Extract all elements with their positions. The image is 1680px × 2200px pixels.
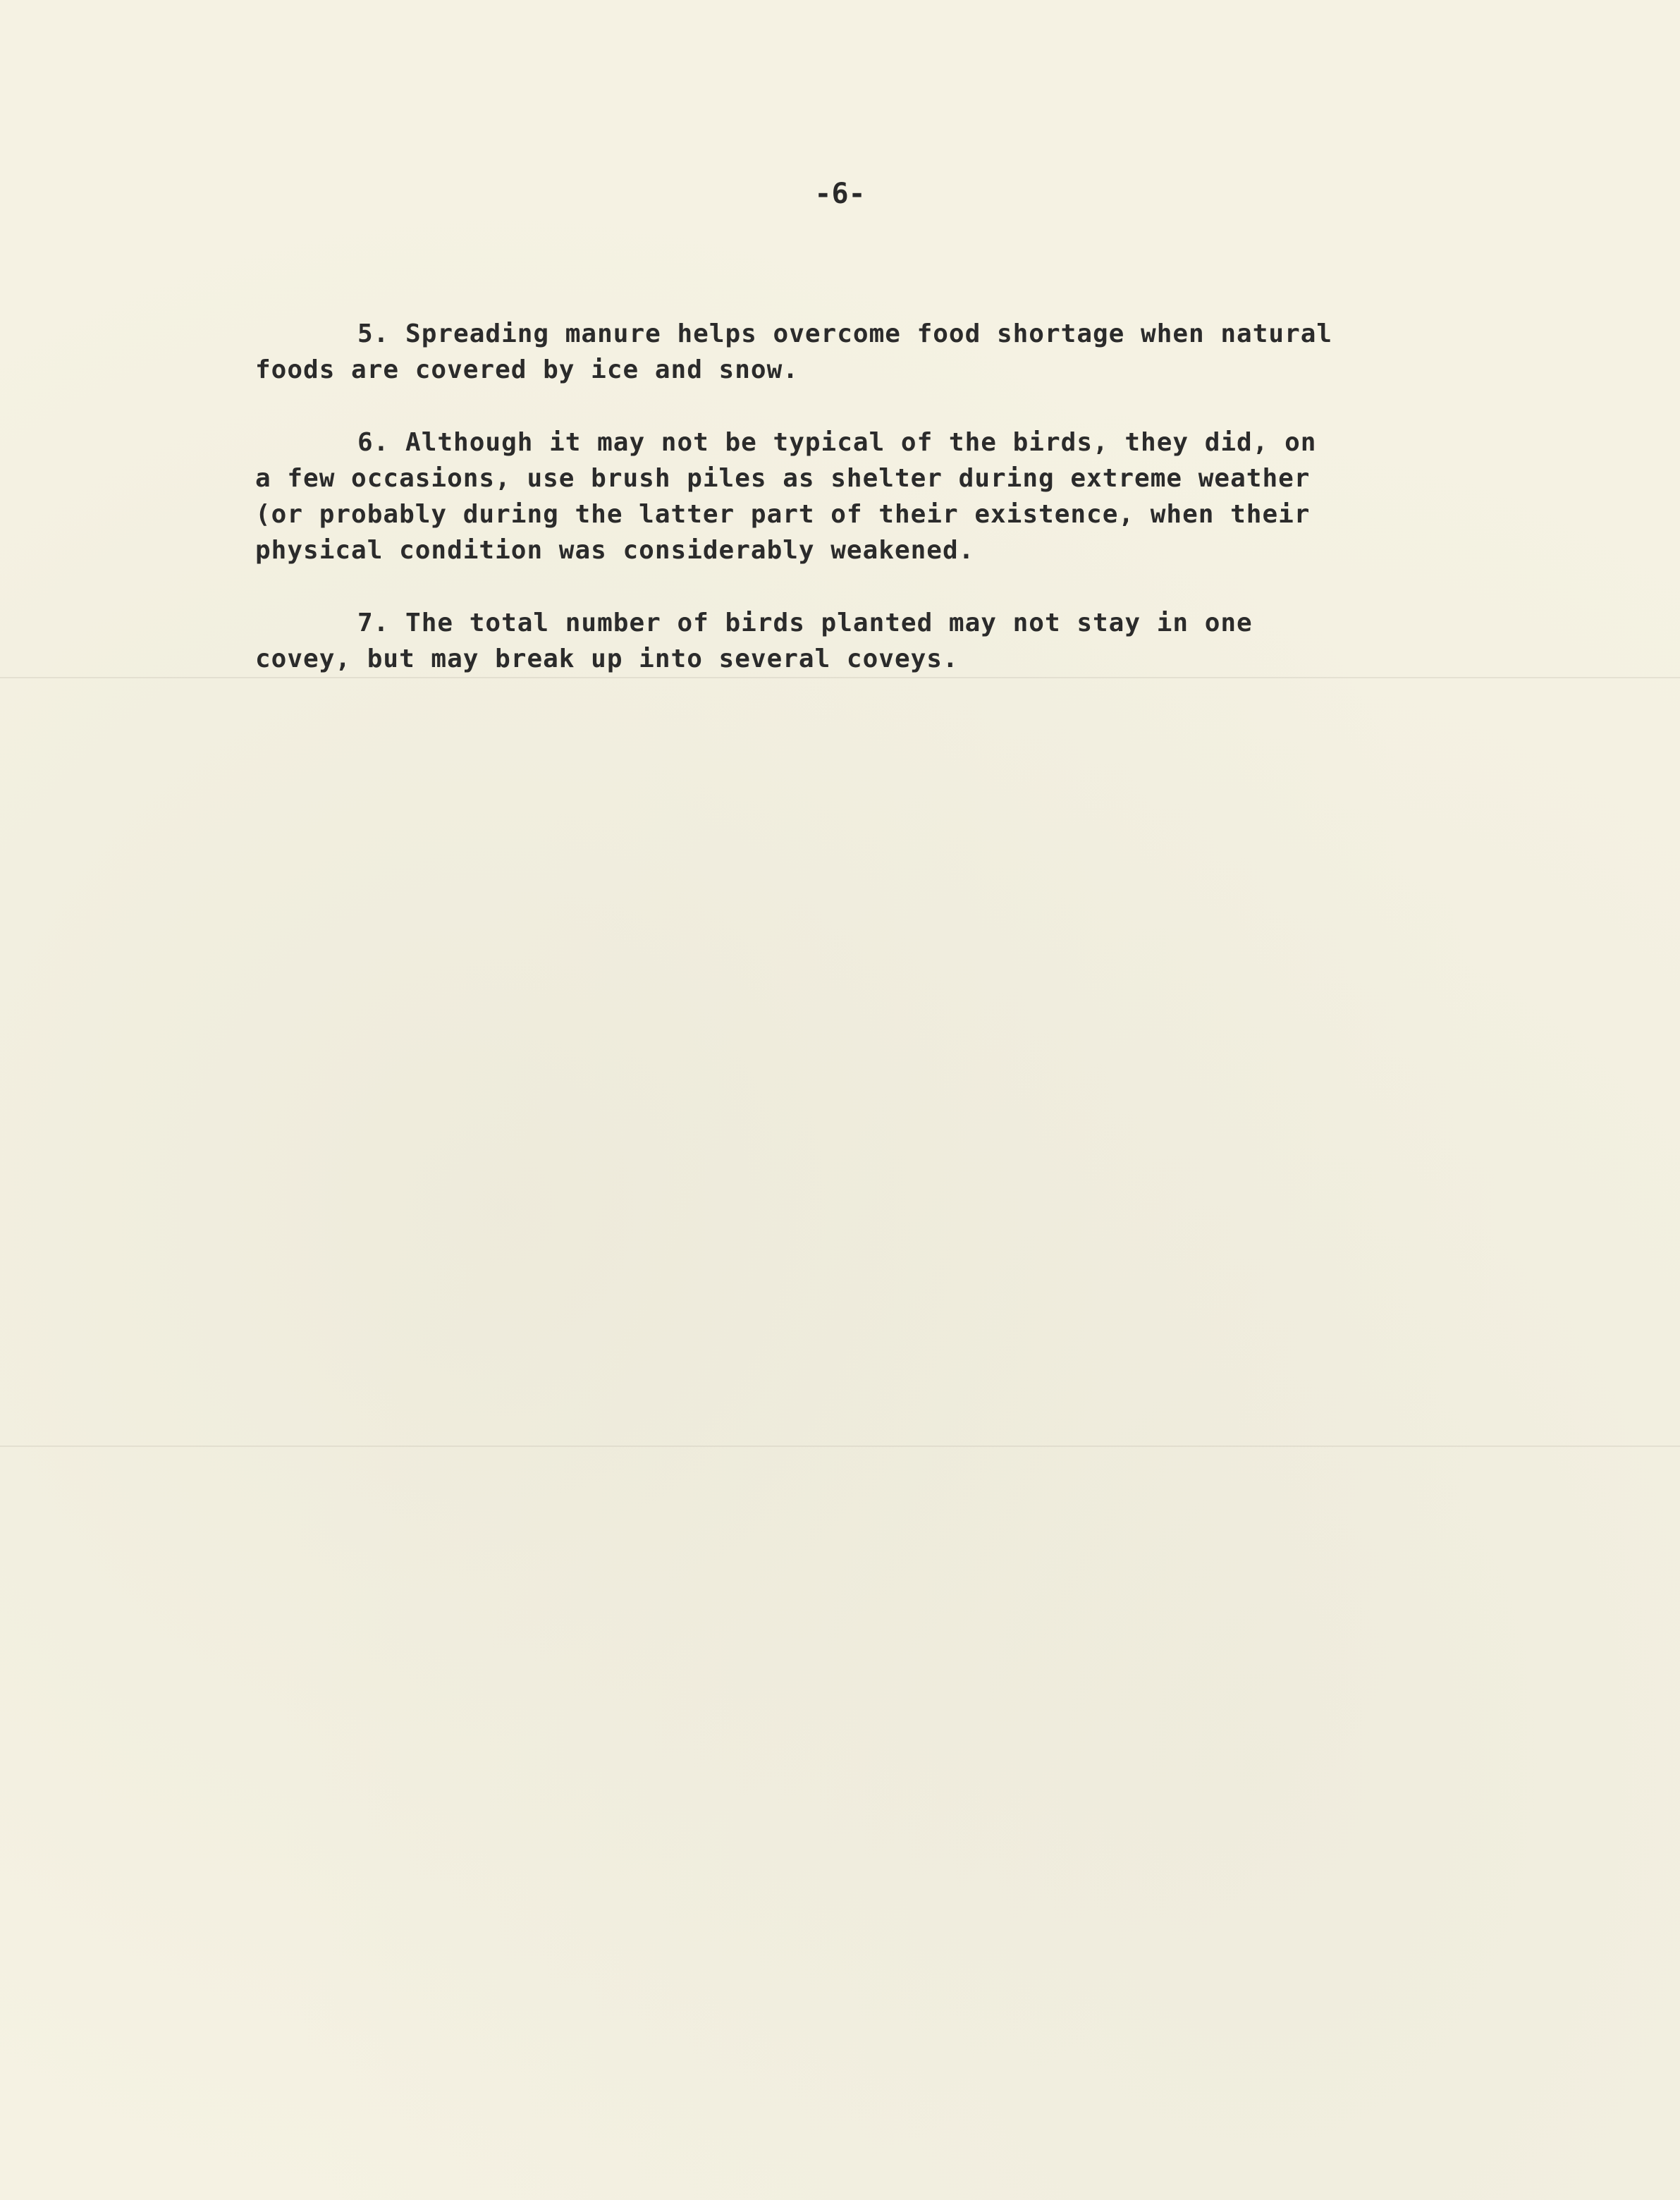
text-line: foods are covered by ice and snow. <box>255 355 799 384</box>
paragraph-5 <box>255 316 1468 388</box>
text-line: physical condition was considerably weakened. <box>255 536 975 565</box>
paragraph-7 <box>255 605 1468 677</box>
body-text <box>255 316 1468 714</box>
page-number: -6- <box>814 178 866 210</box>
paper-fold-line <box>0 1446 1680 1447</box>
paragraph-6 <box>255 424 1468 568</box>
text-line: 7. The total number of birds planted may not stay in one <box>357 609 1253 637</box>
text-line: (or probably during the latter part of their existence, when their <box>255 500 1311 529</box>
text-line: 6. Although it may not be typical of the birds, they did, on <box>357 428 1317 457</box>
text-line: a few occasions, use brush piles as shelter during extreme weather <box>255 464 1311 493</box>
text-line: covey, but may break up into several coveys. <box>255 644 959 673</box>
text-line: 5. Spreading manure helps overcome food shortage when natural <box>357 319 1333 348</box>
